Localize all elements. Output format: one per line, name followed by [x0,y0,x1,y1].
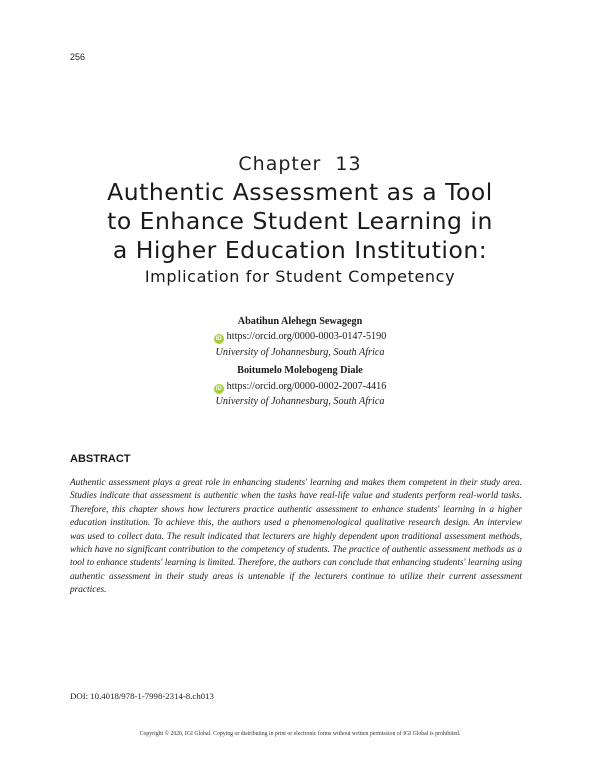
author-affiliation: University of Johannesburg, South Africa [215,396,385,408]
author-affiliation: University of Johannesburg, South Africa [215,346,385,358]
chapter-title-line: to Enhance Student Learning in [107,207,493,235]
chapter-title-line: a Higher Education Institution: [112,236,488,264]
author-block [0,314,600,360]
chapter-title-line: Authentic Assessment as a Tool [107,178,493,206]
author-block [0,363,600,409]
chapter-label: Chapter 13 [238,153,362,175]
orcid-link[interactable]: https://orcid.org/0000-0003-0147-5190 [226,331,387,343]
page-number: 256 [70,52,86,62]
abstract-body: Authentic assessment plays a great role in enhancing students' learning and makes them competent in their study area. Studies indicate that assessment is authentic when the tasks have real-life value and students perform real-world tasks. Therefore, this chapter shows how lecturers practice authentic assessment to enhance students' learning in a higher education institution. To achieve this, the authors used a phenomenological qualitative research design. An interview was used to collect data. The result indicated that lecturers are highly dependent upon traditional assessment methods, which have no significant contribution to the competency of students. The practice of authentic assessment methods as a tool to enhance students' learning is limited. Therefore, the authors can conclude that enhancing students' learning using authentic assessment in their study areas is untenable if the lecturers continue to utilize their current assessment practices. [70,478,522,596]
copyright-notice: Copyright © 2020, IGI Global. Copying or distributing in print or electronic forms without written permission of IGI Global is prohibited. [139,731,461,737]
author-name: Boitumelo Molebogeng Diale [237,365,363,377]
author-list [0,314,600,412]
doi-line: DOI: 10.4018/978-1-7998-2314-8.ch013 [70,691,214,701]
abstract-heading: ABSTRACT [70,453,131,465]
orcid-link[interactable]: https://orcid.org/0000-0002-2007-4416 [226,380,387,392]
orcid-icon: iD [215,336,222,343]
chapter-title [40,178,560,265]
orcid-line [0,379,600,394]
author-name: Abatihun Alehegn Sewagegn [237,316,363,327]
orcid-line [0,329,600,344]
orcid-icon: iD [215,385,222,392]
chapter-subtitle: Implication for Student Competency [144,267,456,286]
